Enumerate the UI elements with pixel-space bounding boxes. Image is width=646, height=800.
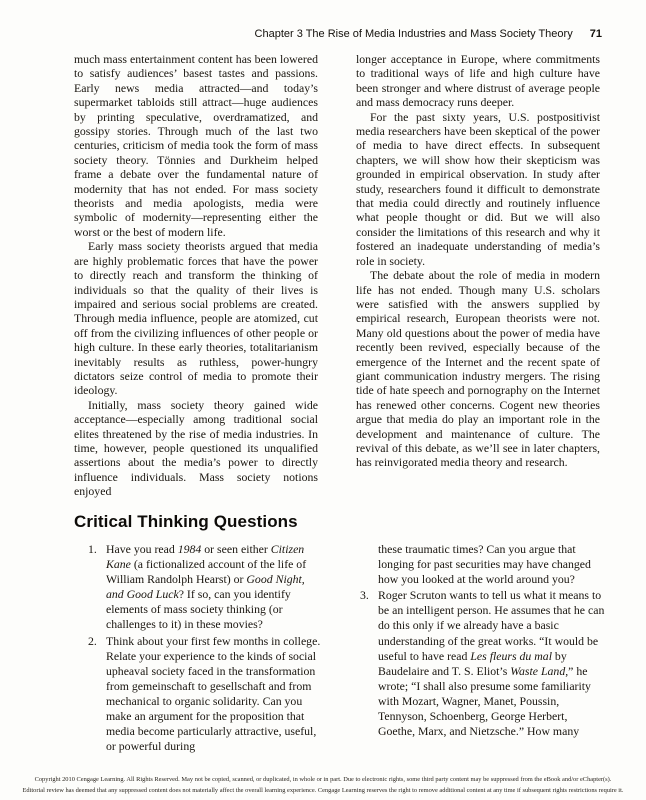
question-item-1 bbox=[74, 542, 324, 633]
question-item-2-continued bbox=[346, 542, 606, 587]
paragraph: For the past sixty years, U.S. postpositivist media researchers have been skeptical of the power of media to have direct effects. In subsequent chapters, we will show how their skepticism was grounded in empirical observation. In study after study, researchers found it difficult to demonstrate that media could directly and routinely influence what people thought or did. But we will also consider the limitations of this research and why it fostered an inadequate understanding of media’s role in society. bbox=[356, 109, 600, 268]
questions-list bbox=[74, 542, 606, 755]
question-number: 1. bbox=[88, 542, 97, 556]
question-number: 3. bbox=[360, 588, 369, 603]
questions-left-column bbox=[74, 542, 324, 755]
paragraph: much mass entertainment content has been lowered to satisfy audiences’ basest tastes and passions. Early news media attracted—and today’s supermarket tabloids still attract—huge audiences by printing speculative, overdramatized, and gossipy stories. Through much of the last two centuries, criticism of media took the form of mass society theory. Tönnies and Durkheim helped frame a debate over the fundamental nature of modernity that has not ended. For mass society theorists and media apologists, media were symbolic of modernity—representing either the worst or the best of modern life. bbox=[74, 52, 318, 239]
right-column bbox=[356, 52, 600, 499]
paragraph: Early mass society theorists argued that media are highly problematic forces that have the power to directly reach and transform the thinking of individuals so that the quality of their lives is impaired and serious social problems are created. Through media influence, people are atomized, cut off from the civilizing influences of other people or high culture. In these early theories, totalitarianism inevitably results as ruthless, power-hungry dictators seize control of media to promote their ideology. bbox=[74, 239, 318, 398]
paragraph: longer acceptance in Europe, where commitments to traditional ways of life and high culture have been stronger and where distrust of average people and mass democracy runs deeper. bbox=[356, 52, 600, 110]
page-number: 71 bbox=[589, 28, 602, 40]
question-text: Have you read 1984 or seen either Citizen Kane (a fictionalized account of the life of William Randolph Hearst) or Good Night, and Good Luck? If so, can you identify elements of mass society thinking (or challenges to it) in these movies? bbox=[106, 542, 307, 632]
body-text-columns bbox=[74, 52, 600, 499]
section-heading: Critical Thinking Questions bbox=[74, 512, 298, 531]
question-number: 2. bbox=[88, 633, 97, 648]
questions-right-column bbox=[346, 542, 606, 755]
question-text: these traumatic times? Can you argue that longing for past securities may have changed how you looked at the world around you? bbox=[378, 542, 591, 587]
running-head-title: Chapter 3 The Rise of Media Industries and Mass Society Theory bbox=[254, 28, 573, 40]
running-header bbox=[255, 28, 602, 40]
copyright-line-1: Copyright 2010 Cengage Learning. All Rights Reserved. May not be copied, scanned, or duplicated, in whole or in part. Due to electronic rights, some third party content may be suppressed from the eBook and/or eChapter(s). bbox=[34, 776, 612, 783]
paragraph: Initially, mass society theory gained wide acceptance—especially among traditional social elites threatened by the rise of media industries. In time, however, people questioned its unqualified assertions about the media’s power to directly influence individuals. Mass society notions enjoyed bbox=[74, 397, 318, 499]
paragraph: The debate about the role of media in modern life has not ended. Though many U.S. scholars were satisfied with the answers supplied by empirical research, European theorists were not. Many old questions about the power of media have recently been revived, especially because of the emergence of the Internet and the recent spate of giant communication industry mergers. The rising tide of hate speech and pornography on the Internet has renewed other concerns. Cogent new theories argue that media do play an important role in the development and maintenance of culture. The revival of this debate, as we’ll see in later chapters, has reinvigorated media theory and research. bbox=[356, 268, 600, 470]
question-text: Roger Scruton wants to tell us what it means to be an intelligent person. He assumes that he can do this only if we already have a basic understanding of the great works. “It would be useful to have read Les fleurs du mal by Baudelaire and T. S. Eliot’s Waste Land,” he wrote; “I shall also presume some familiarity with Mozart, Wagner, Manet, Poussin, Tennyson, Schoenberg, George Herbert, Goethe, Marx, and Nietzsche.” How many bbox=[378, 588, 605, 739]
question-text: Think about your first few months in college. Relate your experience to the kinds of social upheaval society faced in the transformation from gemeinschaft to gesellschaft and from mechanical to organic solidarity. Can you make an argument for the proposition that media become particularly attractive, useful, or powerful during bbox=[106, 633, 321, 754]
left-column bbox=[74, 52, 318, 499]
copyright-footer bbox=[0, 774, 646, 796]
question-item-3 bbox=[346, 588, 606, 739]
copyright-line-2: Editorial review has deemed that any suppressed content does not materially affect the overall learning experience. Cengage Learning reserves the right to remove additional content at any time if subsequent rights restrictions require it. bbox=[22, 787, 624, 794]
question-item-2 bbox=[74, 634, 324, 755]
